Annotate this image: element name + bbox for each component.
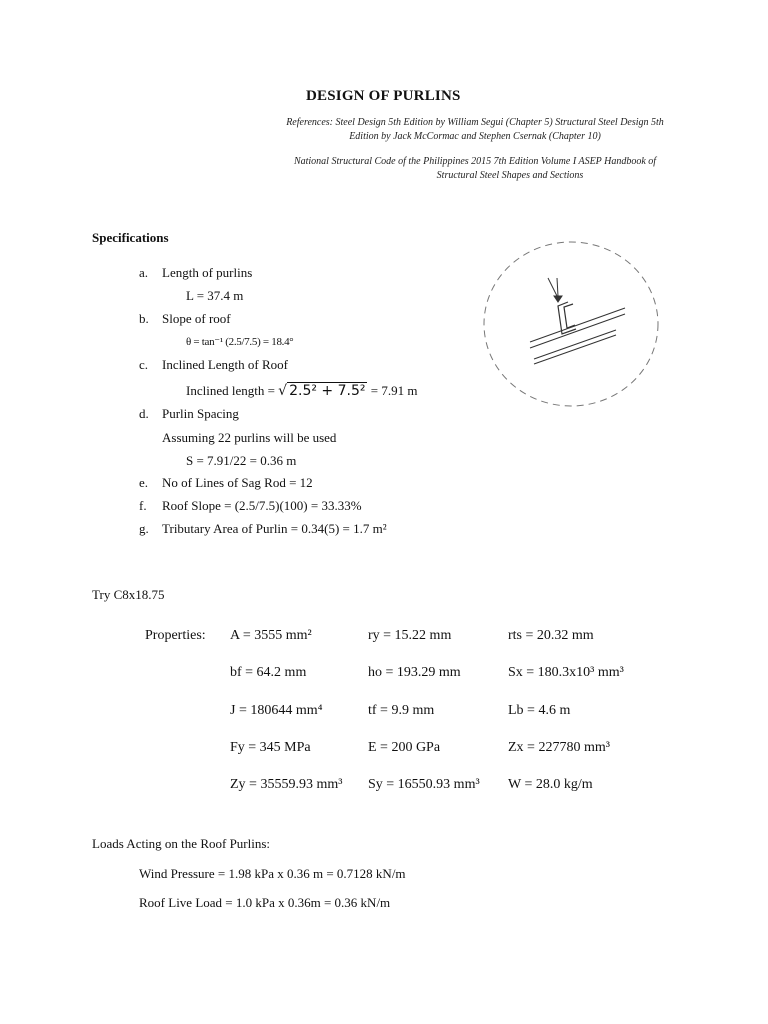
spec-b-value: θ = tan⁻¹ (2.5/7.5) = 18.4° [186, 336, 294, 348]
spec-c-label: Inclined Length of Roof [162, 357, 288, 372]
references-line-4: Structural Steel Shapes and Sections [436, 170, 584, 181]
spec-g-label: Tributary Area of Purlin = 0.34(5) = 1.7 m² [162, 521, 387, 536]
spec-d-value: S = 7.91/22 = 0.36 m [186, 453, 297, 468]
references-line-2: Edition by Jack McCormac and Stephen Csernak (Chapter 10) [349, 131, 601, 142]
spec-c-letter: c. [139, 357, 149, 372]
page-title: DESIGN OF PURLINS [306, 88, 461, 104]
spec-f-label: Roof Slope = (2.5/7.5)(100) = 33.33% [162, 498, 362, 513]
prop-tf: tf = 9.9 mm [368, 703, 435, 718]
prop-Zy: Zy = 35559.93 mm³ [230, 777, 343, 792]
prop-A: A = 3555 mm² [230, 628, 312, 643]
spec-e-letter: e. [139, 475, 149, 490]
spec-d-label: Purlin Spacing [162, 406, 239, 421]
loads-heading: Loads Acting on the Roof Purlins: [92, 836, 271, 851]
sqrt-radicand: 2.5² + 7.5² [289, 383, 366, 399]
roof-sheet [530, 308, 625, 364]
spec-a-letter: a. [139, 265, 149, 280]
spec-a-value: L = 37.4 m [186, 288, 244, 303]
sqrt-expression: √ 2.5² + 7.5² [278, 383, 366, 399]
purlin-detail-sketch [478, 238, 664, 410]
spec-c-prefix: Inclined length = [186, 383, 279, 398]
properties-label: Properties: [145, 628, 206, 643]
references-line-1: References: Steel Design 5th Edition by William Segui (Chapter 5) Structural Steel Design 5th [286, 117, 664, 128]
spec-f-letter: f. [139, 498, 147, 513]
prop-Lb: Lb = 4.6 m [508, 703, 571, 718]
detail-circle [484, 242, 658, 406]
load-roof-live: Roof Live Load = 1.0 kPa x 0.36m = 0.36 kN/m [139, 895, 391, 910]
load-wind: Wind Pressure = 1.98 kPa x 0.36 m = 0.7128 kN/m [139, 866, 406, 881]
spec-c-suffix: = 7.91 m [367, 383, 418, 398]
prop-Sx: Sx = 180.3x10³ mm³ [508, 665, 624, 680]
prop-ho: ho = 193.29 mm [368, 665, 461, 680]
spec-b-label: Slope of roof [162, 311, 231, 326]
prop-bf: bf = 64.2 mm [230, 665, 307, 680]
prop-E: E = 200 GPa [368, 740, 441, 755]
prop-rts: rts = 20.32 mm [508, 628, 594, 643]
references-line-3: National Structural Code of the Philippines 2015 7th Edition Volume I ASEP Handbook of [293, 156, 657, 167]
sag-rod-arrow-icon [548, 278, 562, 302]
spec-g-letter: g. [139, 521, 149, 536]
spec-d-assume: Assuming 22 purlins will be used [162, 430, 337, 445]
spec-b-letter: b. [139, 311, 149, 326]
spec-c-value [186, 383, 417, 399]
specifications-heading: Specifications [92, 230, 169, 245]
spec-e-label: No of Lines of Sag Rod = 12 [162, 475, 313, 490]
trial-section-label: Try C8x18.75 [92, 587, 165, 602]
prop-Fy: Fy = 345 MPa [230, 740, 311, 755]
prop-Zx: Zx = 227780 mm³ [508, 740, 610, 755]
prop-J: J = 180644 mm⁴ [230, 703, 323, 718]
spec-d-letter: d. [139, 406, 149, 421]
prop-ry: ry = 15.22 mm [368, 628, 452, 643]
prop-Sy: Sy = 16550.93 mm³ [368, 777, 480, 792]
prop-W: W = 28.0 kg/m [508, 777, 593, 792]
spec-a-label: Length of purlins [162, 265, 253, 280]
